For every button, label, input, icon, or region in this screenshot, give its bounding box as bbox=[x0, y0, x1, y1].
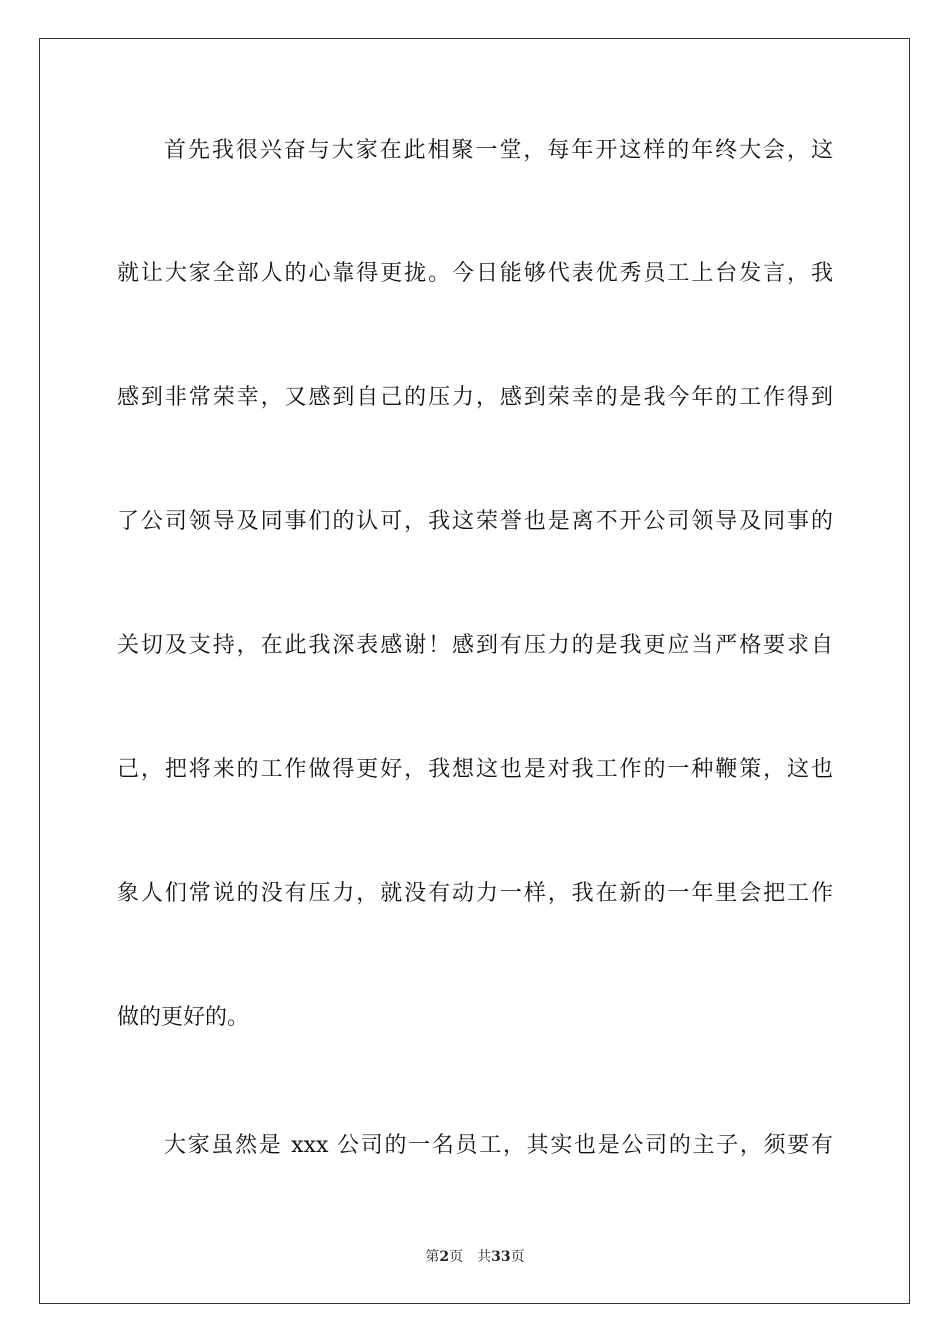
body-line-2: 就让大家全部人的心靠得更拢。今日能够代表优秀员工上台发言，我 bbox=[117, 261, 833, 286]
page-footer bbox=[0, 1246, 950, 1266]
footer-page-suffix: 页 bbox=[449, 1249, 464, 1265]
body-line-4: 了公司领导及同事们的认可，我这荣誉也是离不开公司领导及同事的 bbox=[117, 509, 833, 534]
body-line-7: 象人们常说的没有压力，就没有动力一样，我在新的一年里会把工作 bbox=[117, 881, 833, 906]
body-line-1: 首先我很兴奋与大家在此相聚一堂，每年开这样的年终大会，这 bbox=[164, 138, 833, 163]
footer-page-number: 2 bbox=[439, 1249, 450, 1265]
footer-total-number: 33 bbox=[491, 1249, 511, 1265]
footer-total-prefix: 共 bbox=[477, 1249, 492, 1265]
page-border bbox=[39, 38, 910, 1304]
body-line-8: 做的更好的。 bbox=[117, 1005, 250, 1030]
footer-page-prefix: 第 bbox=[425, 1249, 440, 1265]
footer-total-suffix: 页 bbox=[510, 1249, 525, 1265]
body-line-9: 大家虽然是 xxx 公司的一名员工，其实也是公司的主子，须要有 bbox=[164, 1133, 833, 1158]
body-line-3: 感到非常荣幸，又感到自己的压力，感到荣幸的是我今年的工作得到 bbox=[117, 385, 833, 410]
body-line-5: 关切及支持，在此我深表感谢！感到有压力的是我更应当严格要求自 bbox=[117, 633, 833, 658]
body-line-6: 己，把将来的工作做得更好，我想这也是对我工作的一种鞭策，这也 bbox=[117, 757, 833, 782]
